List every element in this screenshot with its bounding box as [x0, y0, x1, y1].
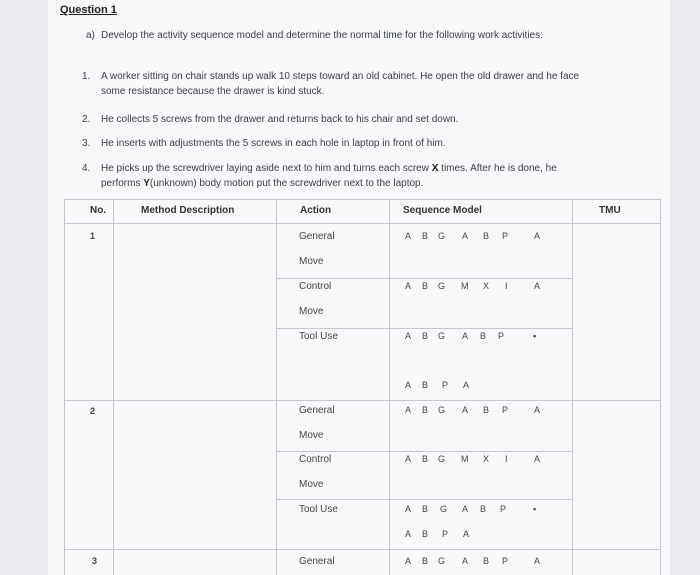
- seq-param: B: [422, 231, 429, 241]
- column-divider: [389, 199, 390, 575]
- table-border: [660, 199, 661, 575]
- action-cell: Move: [299, 306, 324, 317]
- table-border: [64, 199, 661, 200]
- seq-param: G: [438, 405, 446, 415]
- action-cell: Tool Use: [299, 331, 338, 342]
- column-divider: [276, 199, 277, 575]
- action-cell: Move: [299, 430, 324, 441]
- seq-param: A: [534, 454, 541, 464]
- list-item-text: He inserts with adjustments the 5 screws in each hole in laptop in front of him.: [101, 138, 446, 149]
- seq-param: A: [405, 380, 412, 390]
- part-text: Develop the activity sequence model and determine the normal time for the following work activities:: [101, 30, 543, 41]
- action-cell: General: [299, 231, 335, 242]
- seq-param: A: [405, 454, 412, 464]
- row-divider: [276, 328, 573, 329]
- text-part: He picks up the screwdriver laying aside next to him and turns each screw: [101, 163, 432, 174]
- action-cell: Control: [299, 281, 332, 292]
- seq-param: A: [534, 556, 541, 566]
- seq-param: A: [534, 231, 541, 241]
- header-no: No.: [90, 205, 107, 216]
- seq-param: A: [463, 529, 470, 539]
- seq-param: P: [442, 529, 449, 539]
- seq-param: I: [505, 454, 508, 464]
- list-item-text: A worker sitting on chair stands up walk 10 steps toward an old cabinet. He open the old drawer and he face some resistance because the drawer is kind stuck.: [101, 71, 580, 97]
- header-divider: [64, 223, 661, 224]
- row-number: 3: [92, 556, 98, 566]
- seq-param: •: [533, 331, 537, 341]
- action-cell: Move: [299, 479, 324, 490]
- seq-param: B: [422, 405, 429, 415]
- seq-param: M: [461, 281, 469, 291]
- seq-param: B: [480, 504, 487, 514]
- seq-param: A: [463, 380, 470, 390]
- seq-param: B: [480, 331, 487, 341]
- text-part: (unknown) body motion put the screwdriver next to the laptop.: [149, 178, 424, 189]
- list-item-text: He collects 5 screws from the drawer and returns back to his chair and set down.: [101, 114, 459, 125]
- variable-x: X: [431, 163, 439, 174]
- seq-param: P: [442, 380, 449, 390]
- seq-param: P: [502, 231, 509, 241]
- text-part: times. After he is done, he performs: [101, 163, 557, 189]
- seq-param: B: [422, 556, 429, 566]
- seq-param: A: [405, 529, 412, 539]
- row-divider: [276, 499, 573, 500]
- row-divider: [276, 451, 573, 452]
- seq-param: B: [483, 556, 490, 566]
- seq-param: G: [438, 331, 446, 341]
- list-item-number: 3.: [82, 138, 91, 149]
- seq-param: X: [483, 281, 490, 291]
- row-divider: [276, 278, 573, 279]
- seq-param: B: [483, 405, 490, 415]
- list-item-number: 2.: [82, 114, 91, 125]
- row-divider: [64, 549, 661, 550]
- header-sequence: Sequence Model: [403, 205, 482, 216]
- seq-param: G: [440, 504, 448, 514]
- seq-param: A: [405, 504, 412, 514]
- row-number: 1: [90, 231, 96, 241]
- seq-param: A: [462, 231, 469, 241]
- action-cell: Control: [299, 454, 332, 465]
- seq-param: A: [462, 556, 469, 566]
- row-divider: [64, 400, 661, 401]
- header-tmu: TMU: [599, 205, 621, 216]
- list-item-number: 4.: [82, 163, 91, 174]
- seq-param: B: [422, 529, 429, 539]
- header-method: Method Description: [141, 205, 235, 216]
- action-cell: General: [299, 556, 335, 567]
- action-cell: General: [299, 405, 335, 416]
- column-divider: [113, 199, 114, 575]
- seq-param: A: [405, 405, 412, 415]
- variable-y: Y: [143, 178, 150, 189]
- list-item-number: 1.: [82, 71, 91, 82]
- seq-param: B: [422, 454, 429, 464]
- part-label: a): [86, 30, 95, 41]
- seq-param: I: [505, 281, 508, 291]
- seq-param: A: [534, 281, 541, 291]
- action-cell: Move: [299, 256, 324, 267]
- seq-param: A: [405, 281, 412, 291]
- seq-param: B: [422, 380, 429, 390]
- seq-param: A: [462, 405, 469, 415]
- column-divider: [572, 199, 573, 575]
- sequence-table: [64, 199, 661, 575]
- seq-param: B: [422, 331, 429, 341]
- seq-param: B: [483, 231, 490, 241]
- seq-param: P: [502, 405, 509, 415]
- seq-param: A: [405, 556, 412, 566]
- seq-param: B: [422, 281, 429, 291]
- seq-param: M: [461, 454, 469, 464]
- list-item-text: [101, 161, 581, 191]
- seq-param: A: [405, 331, 412, 341]
- seq-param: P: [500, 504, 507, 514]
- seq-param: G: [438, 454, 446, 464]
- seq-param: A: [462, 331, 469, 341]
- seq-param: G: [438, 281, 446, 291]
- question-page: [48, 0, 670, 575]
- question-title: Question 1: [60, 4, 117, 16]
- seq-param: B: [422, 504, 429, 514]
- row-number: 2: [90, 406, 96, 416]
- seq-param: G: [438, 231, 446, 241]
- seq-param: X: [483, 454, 490, 464]
- seq-param: P: [502, 556, 509, 566]
- seq-param: •: [533, 504, 537, 514]
- table-border: [64, 199, 65, 575]
- seq-param: P: [498, 331, 505, 341]
- seq-param: A: [405, 231, 412, 241]
- seq-param: A: [462, 504, 469, 514]
- seq-param: G: [438, 556, 446, 566]
- action-cell: Tool Use: [299, 504, 338, 515]
- seq-param: A: [534, 405, 541, 415]
- header-action: Action: [300, 205, 332, 216]
